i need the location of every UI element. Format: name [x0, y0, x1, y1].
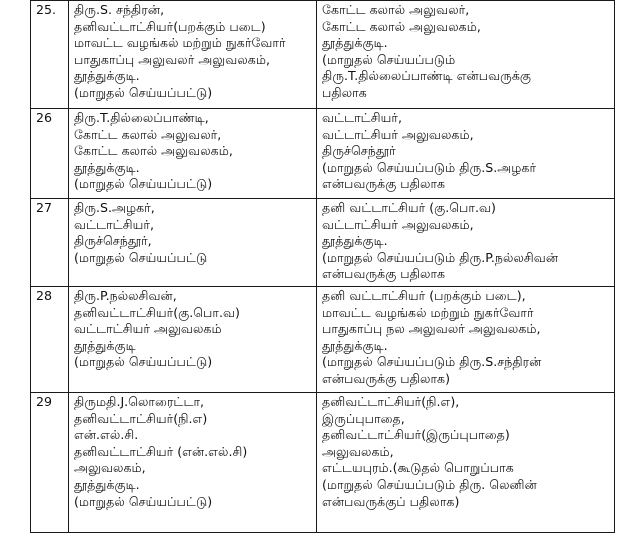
- new-posting: [317, 109, 615, 199]
- new-posting-line: (மாறுதல் செய்யப்படும் திரு.P.நல்லசிவன்: [322, 249, 559, 265]
- new-posting-line: தனிவட்டாட்சியர்(இருப்புபாதை): [322, 427, 510, 443]
- current-posting-line: (மாறுதல் செய்யப்பட்டு): [74, 354, 213, 370]
- new-posting-line: கோட்ட கலால் அலுவலர்,: [322, 2, 470, 17]
- new-posting-line: என்பவருக்கு பதிலாக): [322, 370, 451, 386]
- current-posting-line: தனிவட்டாட்சியர்(கு.பொ.வ): [74, 304, 240, 320]
- current-posting-line: அலுவலகம்,: [74, 460, 146, 476]
- current-posting-line: திருமதி.J.லொரைட்டா,: [74, 394, 205, 409]
- new-posting-line: எட்டயபுரம்.(கூடுதல் பொறுப்பாக: [322, 460, 514, 476]
- new-posting-line: பதிலாக: [322, 84, 367, 100]
- transfer-table-1: [30, 0, 615, 199]
- current-posting-line: திருச்செந்தூர்,: [74, 233, 152, 249]
- new-posting-line: அலுவலகம்,: [322, 443, 394, 459]
- new-posting-line: தூத்துக்குடி.: [322, 233, 388, 249]
- serial-number: 25.: [31, 1, 69, 109]
- current-posting-line: தூத்துக்குடி.: [74, 68, 140, 84]
- current-posting-line: திரு.S. சந்திரன்,: [74, 2, 165, 17]
- current-posting-line: தூத்துக்குடி.: [74, 159, 140, 175]
- current-posting-line: என்.எல்.சி.: [74, 427, 139, 443]
- new-posting-line: என்பவருக்குப் பதிலாக): [322, 493, 460, 509]
- current-posting-line: பாதுகாப்பு அலுவலர் அலுவலகம்,: [74, 51, 270, 67]
- new-posting-line: திரு.T.தில்லைப்பாண்டி என்பவருக்கு: [322, 68, 532, 84]
- table-row: [31, 1, 615, 109]
- new-posting-line: தனி வட்டாட்சியர் (கு.பொ.வ): [322, 200, 496, 215]
- current-posting-line: வட்டாட்சியர் அலுவலகம்: [74, 321, 222, 337]
- current-posting-line: தனிவட்டாட்சியர்(பறக்கும் படை): [74, 18, 266, 34]
- new-posting-line: இருப்புபாதை,: [322, 410, 405, 426]
- current-posting-line: தூத்துக்குடி: [74, 337, 136, 353]
- table-row: [31, 287, 615, 393]
- transfer-table-2: [30, 198, 615, 533]
- new-posting: [317, 1, 615, 109]
- new-posting: [317, 393, 615, 533]
- new-posting-line: தனிவட்டாட்சியர்(நி.எ),: [322, 394, 460, 409]
- new-posting-line: தூத்துக்குடி.: [322, 337, 388, 353]
- new-posting-line: தனி வட்டாட்சியர் (பறக்கும் படை),: [322, 288, 526, 303]
- current-posting-line: வட்டாட்சியர்,: [74, 216, 154, 232]
- current-posting-line: (மாறுதல் செய்யப்பட்டு: [74, 249, 208, 265]
- new-posting-line: திருச்செந்தூர்: [322, 143, 396, 159]
- table-row: [31, 393, 615, 533]
- new-posting-line: மாவட்ட வழங்கல் மற்றும் நுகர்வோர்: [322, 304, 534, 320]
- current-posting-line: திரு.S.அழகர்,: [74, 200, 155, 215]
- new-posting: [317, 199, 615, 287]
- current-posting: [69, 199, 317, 287]
- current-posting-line: தனிவட்டாட்சியர் (என்.எல்.சி): [74, 443, 248, 459]
- new-posting-line: வட்டாட்சியர் அலுவலகம்,: [322, 126, 474, 142]
- current-posting-line: (மாறுதல் செய்யப்பட்டு): [74, 84, 213, 100]
- table-row: [31, 199, 615, 287]
- current-posting-line: தனிவட்டாட்சியர்(நி.எ): [74, 410, 208, 426]
- new-posting-line: பாதுகாப்பு நல அலுவலர் அலுவலகம்,: [322, 321, 541, 337]
- current-posting: [69, 287, 317, 393]
- current-posting-line: (மாறுதல் செய்யப்பட்டு): [74, 176, 213, 192]
- current-posting-line: கோட்ட கலால் அலுவலகம்,: [74, 143, 233, 159]
- table-row: [31, 109, 615, 199]
- current-posting-line: திரு.P.நல்லசிவன்,: [74, 288, 177, 303]
- serial-number: 27: [31, 199, 69, 287]
- new-posting-line: வட்டாட்சியர்,: [322, 110, 402, 125]
- new-posting-line: (மாறுதல் செய்யப்படும்: [322, 51, 456, 67]
- serial-number: 26: [31, 109, 69, 199]
- serial-number: 29: [31, 393, 69, 533]
- new-posting-line: (மாறுதல் செய்யப்படும் திரு.S.அழகர்: [322, 159, 537, 175]
- current-posting: [69, 109, 317, 199]
- serial-number: 28: [31, 287, 69, 393]
- new-posting-line: (மாறுதல் செய்யப்படும் திரு.S.சந்திரன்: [322, 354, 542, 370]
- new-posting: [317, 287, 615, 393]
- new-posting-line: என்பவருக்கு பதிலாக: [322, 176, 446, 192]
- current-posting-line: தூத்துக்குடி.: [74, 476, 140, 492]
- current-posting: [69, 393, 317, 533]
- new-posting-line: (மாறுதல் செய்யப்படும் திரு. லெனின்: [322, 476, 537, 492]
- current-posting-line: மாவட்ட வழங்கல் மற்றும் நுகர்வோர்: [74, 35, 286, 51]
- current-posting: [69, 1, 317, 109]
- new-posting-line: தூத்துக்குடி.: [322, 35, 388, 51]
- current-posting-line: (மாறுதல் செய்யப்பட்டு): [74, 493, 213, 509]
- new-posting-line: கோட்ட கலால் அலுவலகம்,: [322, 18, 481, 34]
- current-posting-line: கோட்ட கலால் அலுவலர்,: [74, 126, 222, 142]
- new-posting-line: என்பவருக்கு பதிலாக: [322, 266, 446, 282]
- new-posting-line: வட்டாட்சியர் அலுவலகம்,: [322, 216, 474, 232]
- current-posting-line: திரு.T.தில்லைப்பாண்டி,: [74, 110, 209, 125]
